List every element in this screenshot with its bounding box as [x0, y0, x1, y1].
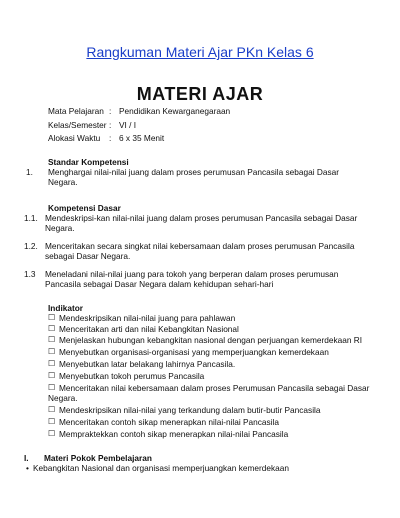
- checkbox-icon: ☐: [48, 429, 56, 438]
- info-colon: :: [109, 133, 112, 143]
- indikator-item: Menyebutkan tokoh perumus Pancasila: [59, 371, 205, 381]
- standar-text: Menghargai nilai-nilai juang dalam proses perumusan Pancasila sebagai Dasar Negara.: [48, 167, 340, 187]
- kompetensi-line: Menceritakan secara singkat nilai kebersamaan dalam proses perumusan Pancasila: [45, 241, 355, 251]
- checkbox-icon: ☐: [48, 383, 56, 392]
- checkbox-icon: ☐: [48, 417, 56, 426]
- page-title-link[interactable]: Rangkuman Materi Ajar PKn Kelas 6: [86, 44, 314, 60]
- indikator-item: Menceritakan arti dan nilai Kebangkitan Nasional: [59, 324, 239, 334]
- kompetensi-heading: Kompetensi Dasar: [48, 203, 121, 213]
- checkbox-icon: ☐: [48, 371, 56, 380]
- kompetensi-line: Pancasila sebagai Dasar Negara dalam kehidupan sehari-hari: [45, 279, 274, 289]
- kompetensi-line: sebagai Dasar Negara.: [45, 251, 131, 261]
- indikator-item: Mendeskripsikan nilai-nilai yang terkandung dalam butir-butir Pancasila: [59, 405, 321, 415]
- bullet-icon: •: [26, 463, 29, 473]
- kompetensi-line: Mendeskripsi-kan nilai-nilai juang dalam proses perumusan Pancasila sebagai Dasar: [45, 213, 358, 223]
- kompetensi-line: Negara.: [45, 223, 75, 233]
- indikator-item: Mendeskripsikan nilai-nilai juang para pahlawan: [59, 313, 236, 323]
- info-value-mata-pelajaran: Pendidikan Kewarganegaraan: [119, 106, 231, 116]
- indikator-item: Menyebutkan organisasi-organisasi yang memperjuangkan kemerdekaan: [59, 347, 329, 357]
- kompetensi-number: 1.1.: [24, 213, 38, 223]
- standar-heading: Standar Kompetensi: [48, 157, 129, 167]
- indikator-item: Menceritakan contoh sikap menerapkan nilai-nilai Pancasila: [59, 417, 279, 427]
- indikator-heading: Indikator: [48, 303, 84, 313]
- kompetensi-line: Meneladani nilai-nilai juang para tokoh yang berperan dalam proses perumusan: [45, 269, 339, 279]
- kompetensi-number: 1.3: [24, 269, 36, 279]
- materi-number: I.: [24, 453, 29, 463]
- info-label-alokasi: Alokasi Waktu: [48, 133, 101, 143]
- indikator-item: Mempraktekkan contoh sikap menerapkan nilai-nilai Pancasila: [59, 429, 289, 439]
- checkbox-icon: ☐: [48, 313, 56, 322]
- kompetensi-number: 1.2.: [24, 241, 38, 251]
- checkbox-icon: ☐: [48, 347, 56, 356]
- indikator-item: Menyebutkan latar belakang lahirnya Pancasila.: [59, 359, 236, 369]
- checkbox-icon: ☐: [48, 335, 56, 344]
- materi-item: Kebangkitan Nasional dan organisasi memperjuangkan kemerdekaan: [33, 463, 289, 473]
- info-value-kelas: VI / I: [119, 120, 137, 130]
- info-label-mata-pelajaran: Mata Pelajaran: [48, 106, 104, 116]
- indikator-continuation: Negara.: [48, 393, 78, 403]
- info-colon: :: [109, 120, 112, 130]
- standar-number: 1.: [26, 167, 33, 177]
- checkbox-icon: ☐: [48, 324, 56, 333]
- info-value-alokasi: 6 x 35 Menit: [119, 133, 165, 143]
- document-title: MATERI AJAR: [136, 84, 264, 104]
- checkbox-icon: ☐: [48, 405, 56, 414]
- checkbox-icon: ☐: [48, 359, 56, 368]
- materi-heading: Materi Pokok Pembelajaran: [44, 453, 152, 463]
- info-label-kelas: Kelas/Semester: [48, 120, 107, 130]
- info-colon: :: [109, 106, 112, 116]
- indikator-item: Menceritakan nilai kebersamaan dalam proses Perumusan Pancasila sebagai Dasar: [59, 383, 370, 393]
- indikator-item: Menjelaskan hubungan kebangkitan nasional dengan perjuangan kemerdekaan RI: [59, 335, 363, 345]
